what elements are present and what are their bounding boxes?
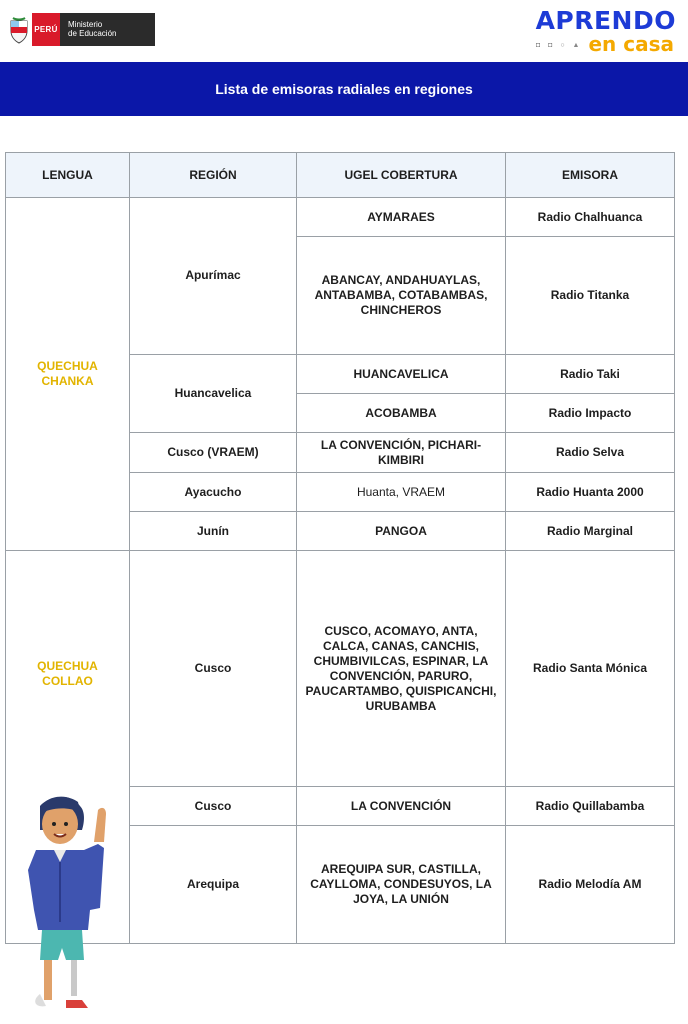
station-cell: Radio Huanta 2000 [506, 473, 675, 512]
region-cell: Junín [130, 512, 297, 551]
ministry-label [60, 13, 155, 46]
country-label: PERÚ [32, 13, 60, 46]
brand-subtitle: en casa [588, 32, 674, 56]
station-cell: Radio Melodía AM [506, 826, 675, 944]
station-cell: Radio Santa Mónica [506, 551, 675, 787]
brand-dots-icon: ◘ ◘ ○ ▲ [536, 42, 583, 49]
ugel-cell: LA CONVENCIÓN [297, 787, 506, 826]
column-header-region: REGIÓN [130, 153, 297, 198]
government-logo [6, 13, 155, 46]
table-row [6, 551, 675, 787]
ministry-line-1: Ministerio [68, 20, 103, 29]
ugel-cell: ABANCAY, ANDAHUAYLAS, ANTABAMBA, COTABAMBAS, CHINCHEROS [297, 237, 506, 355]
column-header-station: EMISORA [506, 153, 675, 198]
station-cell: Radio Taki [506, 355, 675, 394]
table-row [6, 198, 675, 237]
language-cell [6, 198, 130, 551]
language-label: QUECHUA COLLAO [37, 659, 98, 688]
ministry-line-2: de Educación [68, 29, 117, 38]
ugel-cell: PANGOA [297, 512, 506, 551]
column-header-ugel: UGEL COBERTURA [297, 153, 506, 198]
ugel-cell: HUANCAVELICA [297, 355, 506, 394]
station-cell: Radio Impacto [506, 394, 675, 433]
station-cell: Radio Chalhuanca [506, 198, 675, 237]
station-cell: Radio Marginal [506, 512, 675, 551]
region-cell: Cusco [130, 787, 297, 826]
ugel-cell: AREQUIPA SUR, CASTILLA, CAYLLOMA, CONDESUYOS, LA JOYA, LA UNIÓN [297, 826, 506, 944]
region-cell: Apurímac [130, 198, 297, 355]
ugel-cell: Huanta, VRAEM [297, 473, 506, 512]
table-header-row [6, 153, 675, 198]
coat-of-arms-icon [6, 13, 32, 46]
ugel-cell: CUSCO, ACOMAYO, ANTA, CALCA, CANAS, CANCHIS, CHUMBIVILCAS, ESPINAR, LA CONVENCIÓN, PARURO, PAUCARTAMBO, QUISPICANCHI, URUBAMBA [297, 551, 506, 787]
region-cell: Ayacucho [130, 473, 297, 512]
region-cell: Arequipa [130, 826, 297, 944]
page-title: Lista de emisoras radiales en regiones [215, 81, 473, 97]
region-cell: Huancavelica [130, 355, 297, 433]
aprendo-en-casa-logo [536, 6, 676, 54]
student-character-illustration [18, 790, 118, 1016]
station-cell: Radio Selva [506, 433, 675, 473]
brand-title: APRENDO [535, 6, 676, 35]
ugel-cell: ACOBAMBA [297, 394, 506, 433]
column-header-language: LENGUA [6, 153, 130, 198]
station-cell: Radio Quillabamba [506, 787, 675, 826]
station-cell: Radio Titanka [506, 237, 675, 355]
top-header [0, 0, 688, 62]
language-label: QUECHUA CHANKA [37, 359, 98, 388]
ugel-cell: AYMARAES [297, 198, 506, 237]
ugel-cell: LA CONVENCIÓN, PICHARI-KIMBIRI [297, 433, 506, 473]
region-cell: Cusco [130, 551, 297, 787]
region-cell: Cusco (VRAEM) [130, 433, 297, 473]
page-title-banner [0, 62, 688, 116]
